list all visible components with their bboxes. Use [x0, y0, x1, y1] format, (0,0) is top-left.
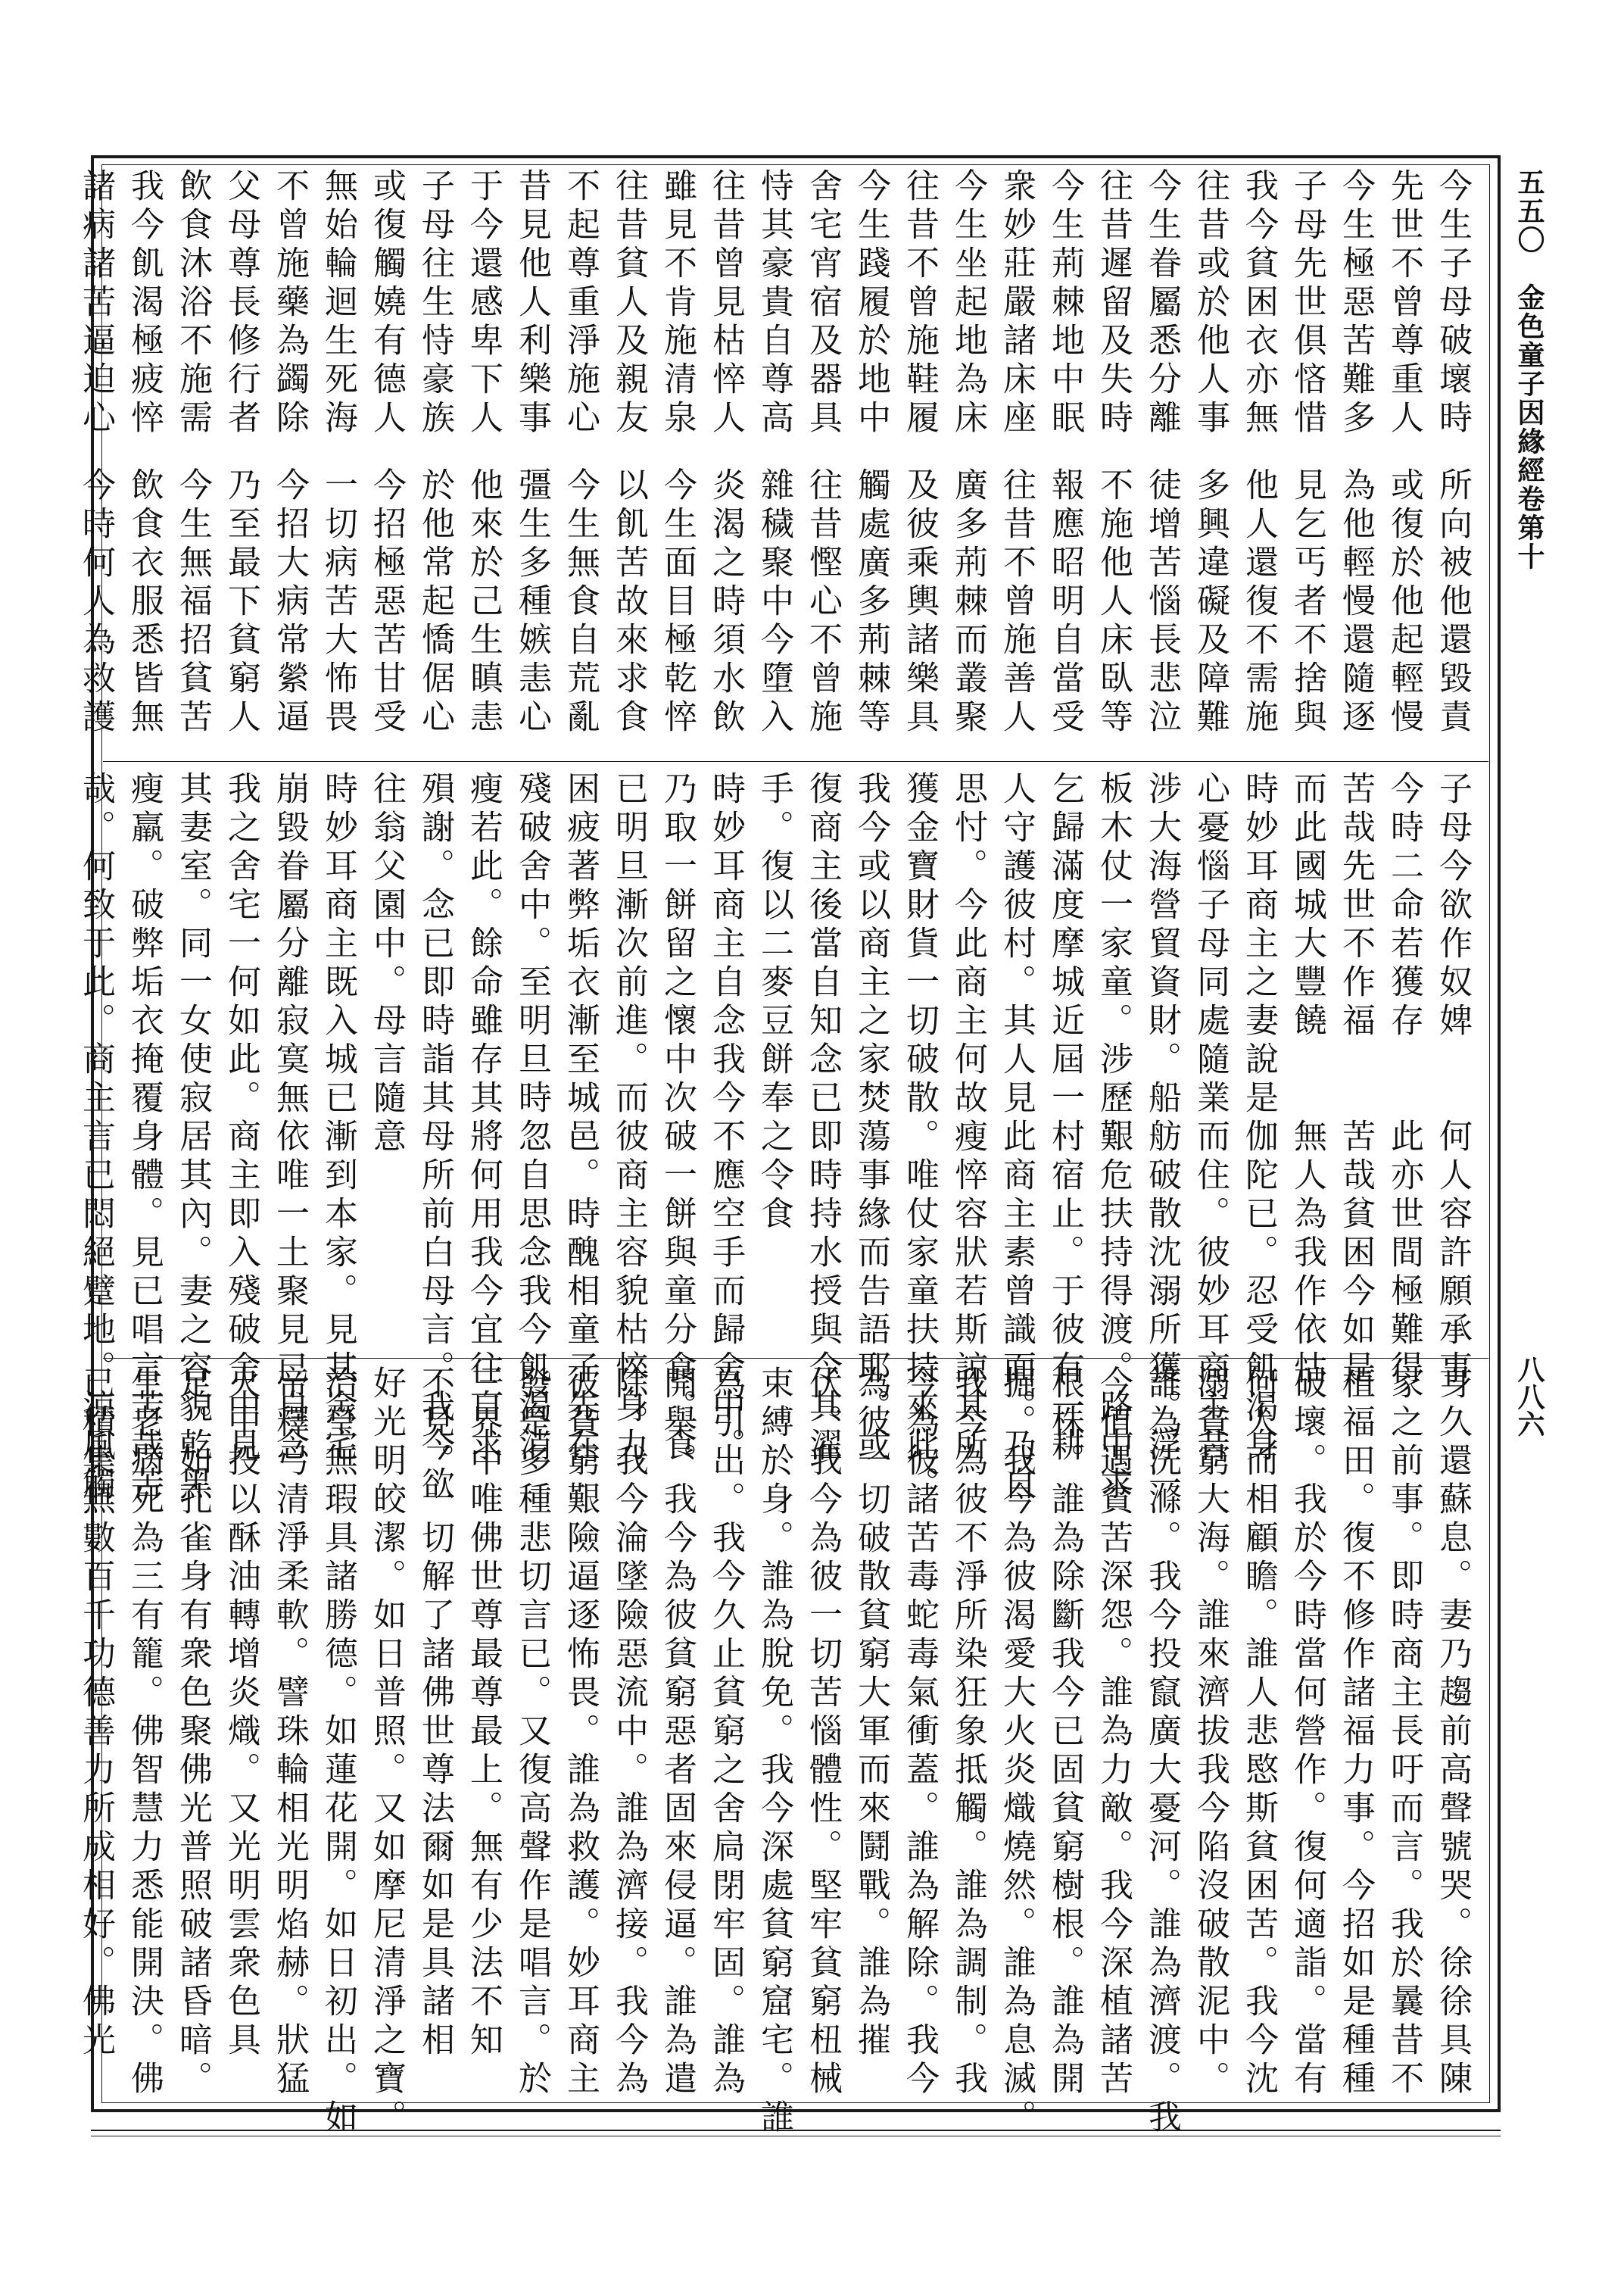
verse-line: 觸處廣多荊棘等: [852, 467, 890, 738]
text-line: 好光明皎潔。如日普照。又如摩尼清淨之寶。: [367, 1365, 406, 2138]
verse-line: 今生無食自荒亂: [561, 467, 600, 738]
verse-line: 我今飢渴極疲悴: [125, 168, 164, 438]
text-line: 苦哉先世不作福 苦哉貧困今如是: [1336, 771, 1375, 1389]
verse-bottom-row: [76, 467, 1476, 755]
text-line: 時妙耳商主自念我今不應空手而歸舍中。: [706, 771, 745, 1466]
text-line: 掘。我今為彼渴愛大火炎熾燒然。誰為息滅。: [997, 1365, 1036, 2138]
verse-line: 我今貧困衣亦無: [1239, 168, 1278, 438]
text-line: 何人而相顧瞻。誰人悲愍斯貧困苦。我今沈: [1239, 1365, 1278, 2099]
verse-line: 以飢苦故來求食: [609, 467, 648, 738]
verse-line: 多興違礙及障難: [1191, 467, 1230, 738]
text-line: 根株。誰為除斷我今已固貧窮樹根。誰為開: [1046, 1365, 1084, 2099]
text-line: 生老病死為三有籠。佛智慧力悉能開決。佛: [125, 1365, 164, 2099]
text-line: 溺貧窮大海。誰來濟拔我今陷沒破散泥中。: [1191, 1365, 1230, 2099]
band-divider-1: [103, 761, 1488, 762]
verse-line: 往昔曾見枯悴人: [706, 168, 745, 438]
verse-line: 今生極惡苦難多: [1336, 168, 1375, 438]
footer-rule: [91, 2130, 1501, 2131]
text-line: 人守護彼村。其人見此商主素曾識面。乃自: [997, 771, 1036, 1505]
text-line: 今為彼諸苦毒蛇毒氣衝蓋。誰為解除。我今: [900, 1365, 939, 2099]
text-line: 發是多種悲切言已。又復高聲作是唱言。於: [513, 1365, 551, 2099]
verse-line: 今生踐履於地中: [852, 168, 890, 438]
verse-line: 今生無福招貧苦: [173, 467, 212, 738]
text-line: 今值遇貧苦深怨。誰為力敵。我今深植諸苦: [1094, 1365, 1133, 2099]
page-number: 八八六: [1513, 1356, 1545, 1437]
text-line: 時妙耳商主之妻說是伽陀已。忍受飢渴身: [1239, 771, 1278, 1466]
verse-line: 舍宅宵宿及器具: [803, 168, 842, 438]
text-line: 除。我今淪墜險惡流中。誰為濟接。我今為: [609, 1365, 648, 2099]
verse-line: 衆妙莊嚴諸床座: [997, 168, 1036, 438]
verse-line: 為他輕慢還隨逐: [1336, 467, 1375, 738]
text-line: 乞歸滿度摩城近屆一村宿止。于彼有一耕: [1046, 771, 1084, 1466]
verse-line: 一切病苦大怖畏: [319, 467, 357, 738]
verse-line: 今生眷屬悉分離: [1142, 168, 1181, 438]
verse-line: 往昔遲留及失時: [1094, 168, 1133, 438]
verse-line: 今生荊棘地中眠: [1046, 168, 1084, 438]
verse-line: 無始輪迴生死海: [319, 168, 357, 438]
text-line: 為引出。我今久止貧窮之舍扃閉牢固。誰為: [706, 1365, 745, 2099]
verse-line: 今招大病常縈逼: [270, 467, 309, 738]
verse-line: 子母先世俱悋惜: [1288, 168, 1326, 438]
text-line: 殞謝。念已即時詣其母所前白母言。我今欲: [416, 771, 454, 1505]
text-line: 家之前事。即時商主長吁而言。我於曩昔不: [1385, 1365, 1423, 2099]
verse-line: 於他常起憍倨心: [416, 467, 454, 738]
prose-band-bottom: [76, 1365, 1476, 2138]
text-line: 手。復以二麥豆餅奉之令食: [755, 771, 793, 1234]
verse-line: 彊生多種嫉恚心: [513, 467, 551, 738]
running-header: 五五〇 金色童子因緣經卷第十: [1513, 168, 1545, 571]
text-line: 子母今欲作奴婢 何人容許願承事: [1433, 771, 1472, 1389]
verse-line: 炎渴之時須水飲: [706, 467, 745, 738]
text-line: 殘破舍中。至明旦時忽自思念我今飢渴消: [513, 771, 551, 1466]
verse-line: 先世不曾尊重人: [1385, 168, 1423, 438]
text-line: 火中投以酥油轉增炎熾。又光明雲衆色具: [222, 1365, 260, 2061]
verse-line: 雜穢聚中今墮入: [755, 467, 793, 738]
verse-line: 他來於己生瞋恚: [464, 467, 503, 738]
text-line: 時妙耳商主既入城已漸到本家。見其舍宅: [319, 771, 357, 1466]
prose-band-middle: [76, 771, 1476, 1505]
text-line: 帝釋弓清淨柔軟。譬珠輪相光明焰赫。狀猛: [270, 1365, 309, 2099]
verse-line: 今招極惡苦甘受: [367, 467, 406, 738]
text-line: 今時二命若獲存 此亦世間極難得: [1385, 771, 1423, 1389]
verse-band: [76, 168, 1476, 753]
verse-line: 及彼乘輿諸樂具: [900, 467, 939, 738]
verse-line: 今時何人為救護: [76, 467, 115, 738]
verse-line: 于今還感卑下人: [464, 168, 503, 438]
text-columns: [76, 771, 1476, 1505]
text-line: 其妻室。同一女使寂居其內。妻之容貌乾黑: [173, 771, 212, 1505]
text-line: 涉大海營貿資財。船舫破散沈溺所獲。浮一: [1142, 771, 1181, 1505]
verse-line: 往昔慳心不曾施: [803, 467, 842, 738]
verse-line: 所向被他還毀責: [1433, 467, 1472, 738]
text-line: 已積集無數百千功德善力所成相好。佛光: [76, 1365, 115, 2061]
text-line: 復商主後當自知念已即時持水授與令其濯: [803, 771, 842, 1466]
text-line: 板木仗一家童。涉歷艱危扶持得渡。路中求: [1094, 771, 1133, 1505]
text-line: 困疲著弊垢衣漸至城邑。時醜相童子先在: [561, 771, 600, 1466]
text-line: 破壞。我於今時當何營作。復何適詣。當有: [1288, 1365, 1326, 2099]
text-columns: [76, 1365, 1476, 2138]
text-line: 彼貧窮艱險逼逐怖畏。誰為救護。妙耳商主: [561, 1365, 600, 2099]
text-line: 瘦若此。餘命雖存其將何用我今宜往自求: [464, 771, 503, 1466]
verse-line: 父母尊長修行者: [222, 168, 260, 438]
verse-line: 不曾施藥為蠲除: [270, 168, 309, 438]
verse-line: 諸病諸苦逼迫心: [76, 168, 115, 438]
verse-line: 今生坐起地為床: [949, 168, 987, 438]
band-divider-2: [103, 1358, 1488, 1359]
text-line: 我今為彼不淨所染狂象抵觸。誰為調制。我: [949, 1365, 987, 2099]
text-line: 開舉。我今為彼貧窮惡者固來侵逼。誰為遣: [658, 1365, 697, 2099]
verse-line: 飲食衣服悉皆無: [125, 467, 164, 738]
verse-line: 今生面目極乾悴: [658, 467, 697, 738]
text-line: 植福田。復不修作諸福力事。今招如是種種: [1336, 1365, 1375, 2099]
text-line: 乃取一餅留之懷中次破一餅與童分食。食: [658, 771, 697, 1466]
text-line: 治瑩無瑕具諸勝德。如蓮花開。如日初出。如: [319, 1365, 357, 2138]
text-line: 身久還蘇息。妻乃趨前高聲號哭。徐徐具陳: [1433, 1365, 1472, 2099]
text-line: 為彼一切破散貧窮大軍而來鬪戰。誰為摧: [852, 1365, 890, 2061]
verse-line: 飲食沐浴不施需: [173, 168, 212, 438]
text-line: 往翁父園中。母言隨意: [367, 771, 406, 1157]
verse-line: 昔見他人利樂事: [513, 168, 551, 438]
text-line: 足。如孔雀身有衆色聚佛光普照破諸昏暗。: [173, 1365, 212, 2099]
verse-line: 往昔不曾施善人: [997, 467, 1036, 738]
text-line: 伏。我今為彼一切苦惱體性。堅牢貧窮杻械: [803, 1365, 842, 2099]
verse-line: 廣多荊棘而叢聚: [949, 467, 987, 738]
verse-line: 他人還復不需施: [1239, 467, 1278, 738]
text-line: 已明旦漸次前進。而彼商主容貌枯悴身力: [609, 771, 648, 1466]
text-line: 我之舍宅一何如此。商主即入殘破舍中見: [222, 771, 260, 1466]
text-line: 崩毀眷屬分離寂寞無依唯一土聚見已自念: [270, 771, 309, 1466]
verse-line: 子母往生恃豪族: [416, 168, 454, 438]
verse-line: 乃至最下貧窮人: [222, 467, 260, 738]
text-line: 我今或以商主之家焚蕩事緣而告語耶。或: [852, 771, 890, 1466]
verse-line: 不施他人床臥等: [1094, 467, 1133, 738]
verse-line: 或復觸嬈有德人: [367, 168, 406, 438]
verse-top-row: [76, 168, 1476, 456]
text-line: 哉。何致于此。商主言已悶絕躄地。涼風觸: [76, 771, 115, 1505]
text-line: 不見。一切解了諸佛世尊法爾如是具諸相: [416, 1365, 454, 2061]
verse-line: 往昔貧人及親友: [609, 168, 648, 438]
text-line: 束縛於身。誰為脫免。我今深處貧窮窟宅。誰: [755, 1365, 793, 2138]
verse-line: 恃其豪貴自尊高: [755, 168, 793, 438]
verse-line: 徒增苦惱長悲泣: [1142, 467, 1181, 738]
text-line: 獲金寶財貨一切破散。唯仗家童扶持來此。: [900, 771, 939, 1505]
verse-line: 不起尊重淨施心: [561, 168, 600, 438]
verse-line: 雖見不肯施清泉: [658, 168, 697, 438]
text-line: 而此國城大豐饒 無人為我作依怙: [1288, 771, 1326, 1389]
verse-line: 往昔不曾施鞋履: [900, 168, 939, 438]
text-line: 瘦羸。破弊垢衣掩覆身體。見已唱言苦哉苦: [125, 771, 164, 1505]
text-line: 思忖。今此商主何故瘦悴容狀若斯諒其所: [949, 771, 987, 1466]
verse-line: 或復於他起輕慢: [1385, 467, 1423, 738]
text-line: 三界中唯佛世尊最尊最上。無有少法不知: [464, 1365, 503, 2061]
verse-line: 報應昭明自當受: [1046, 467, 1084, 738]
text-line: 誰為洗滌。我今投竄廣大憂河。誰為濟渡。我: [1142, 1365, 1181, 2138]
verse-line: 見乞丐者不捨與: [1288, 467, 1326, 738]
verse-line: 今生子母破壞時: [1433, 168, 1472, 438]
text-line: 心憂惱子母同處隨業而住。彼妙耳商主昔: [1191, 771, 1230, 1466]
verse-line: 往昔或於他人事: [1191, 168, 1230, 438]
